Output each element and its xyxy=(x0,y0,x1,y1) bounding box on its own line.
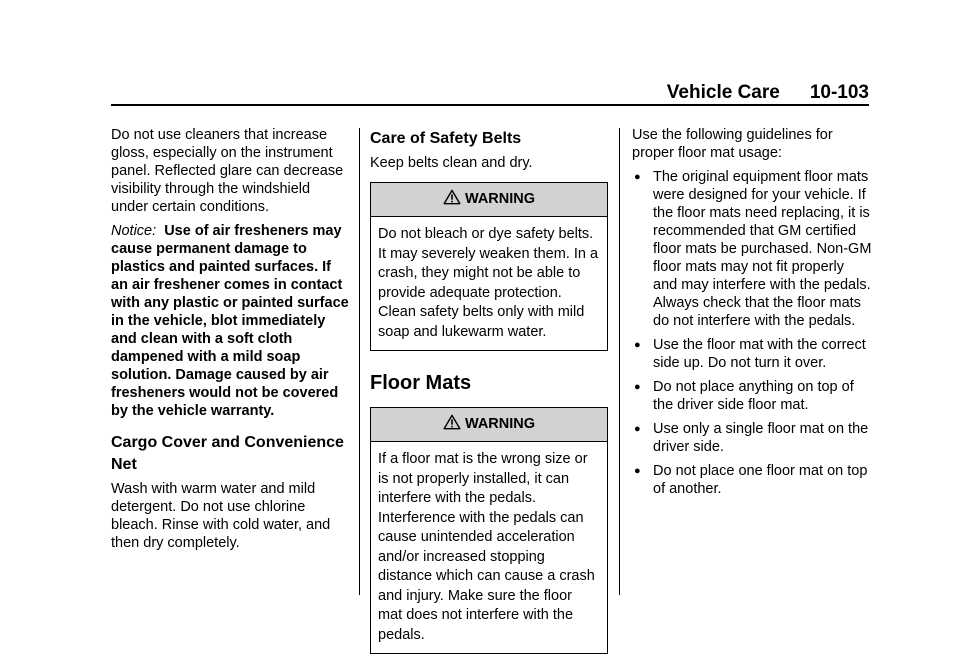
column-divider xyxy=(359,128,360,595)
warning-header xyxy=(371,408,607,442)
column-1 xyxy=(111,126,351,558)
bullet-icon: ● xyxy=(634,171,641,183)
bullet-icon: ● xyxy=(634,339,641,351)
column-2 xyxy=(370,128,608,658)
list-item xyxy=(632,462,872,498)
list-item-text: The original equipment floor mats were designed for your vehicle. If the floor mats need replacing, it is recommended that GM certified floor mats be purchased. Non-GM floor mats may not fit properly and may interfere with the pedals. Always check that the floor mats do not interfere with the pedals. xyxy=(653,169,872,329)
warning-box xyxy=(370,182,608,351)
list-item xyxy=(632,378,872,414)
warning-header xyxy=(371,183,607,217)
warning-triangle-icon xyxy=(443,414,461,430)
list-item xyxy=(632,336,872,372)
warning-title: WARNING xyxy=(464,416,536,432)
list-item-text: Do not place one floor mat on top of another. xyxy=(653,463,868,497)
column-divider xyxy=(619,128,620,595)
cargo-paragraph: Wash with warm water and mild detergent. Do not use chlorine bleach. Rinse with cold water, and then dry completely. xyxy=(111,481,331,551)
warning-box xyxy=(370,407,608,654)
belts-heading: Care of Safety Belts xyxy=(370,130,522,147)
list-item xyxy=(632,168,872,330)
notice-label: Notice: xyxy=(111,223,157,239)
list-item-text: Use the floor mat with the correct side up. Do not turn it over. xyxy=(653,337,866,371)
guidelines-list xyxy=(632,168,872,498)
list-item-text: Use only a single floor mat on the driver side. xyxy=(653,421,869,455)
warning-title: WARNING xyxy=(464,191,536,207)
belts-paragraph: Keep belts clean and dry. xyxy=(370,155,533,171)
notice-paragraph xyxy=(111,222,351,420)
page-number: 10-103 xyxy=(809,82,869,103)
warning-triangle-icon xyxy=(443,189,461,205)
guidelines-intro: Use the following guidelines for proper floor mat usage: xyxy=(632,127,833,161)
section-title: Vehicle Care xyxy=(666,82,780,103)
bullet-icon: ● xyxy=(634,423,641,435)
list-item xyxy=(632,420,872,456)
bullet-icon: ● xyxy=(634,465,641,477)
floor-mats-heading: Floor Mats xyxy=(370,372,472,394)
bullet-icon: ● xyxy=(634,381,641,393)
intro-paragraph: Do not use cleaners that increase gloss, especially on the instrument panel. Reflected glare can decrease visibility through the windshield under certain conditions. xyxy=(111,127,344,215)
column-3 xyxy=(632,126,872,504)
page-header xyxy=(111,82,869,104)
notice-text: Use of air fresheners may cause permanent damage to plastics and painted surfaces. If an air freshener comes in contact with any plastic or painted surface in the vehicle, blot immediately and clean with a soft cloth dampened with a mild soap solution. Damage caused by air fresheners would not be covered by the vehicle warranty. xyxy=(111,223,349,419)
header-rule xyxy=(111,104,869,106)
warning-text: Do not bleach or dye safety belts. It may severely weaken them. In a crash, they might not be able to provide adequate protection. Clean safety belts only with mild soap and lukewarm water. xyxy=(378,226,599,340)
cargo-heading: Cargo Cover and Convenience Net xyxy=(111,434,344,473)
list-item-text: Do not place anything on top of the driver side floor mat. xyxy=(653,379,854,413)
warning-text: If a floor mat is the wrong size or is not properly installed, it can interfere with the pedals. Interference with the pedals can cause unintended acceleration and/or increased stopping distance which can cause a crash and injury. Make sure the floor mat does not interfere with the pedals. xyxy=(378,451,595,643)
